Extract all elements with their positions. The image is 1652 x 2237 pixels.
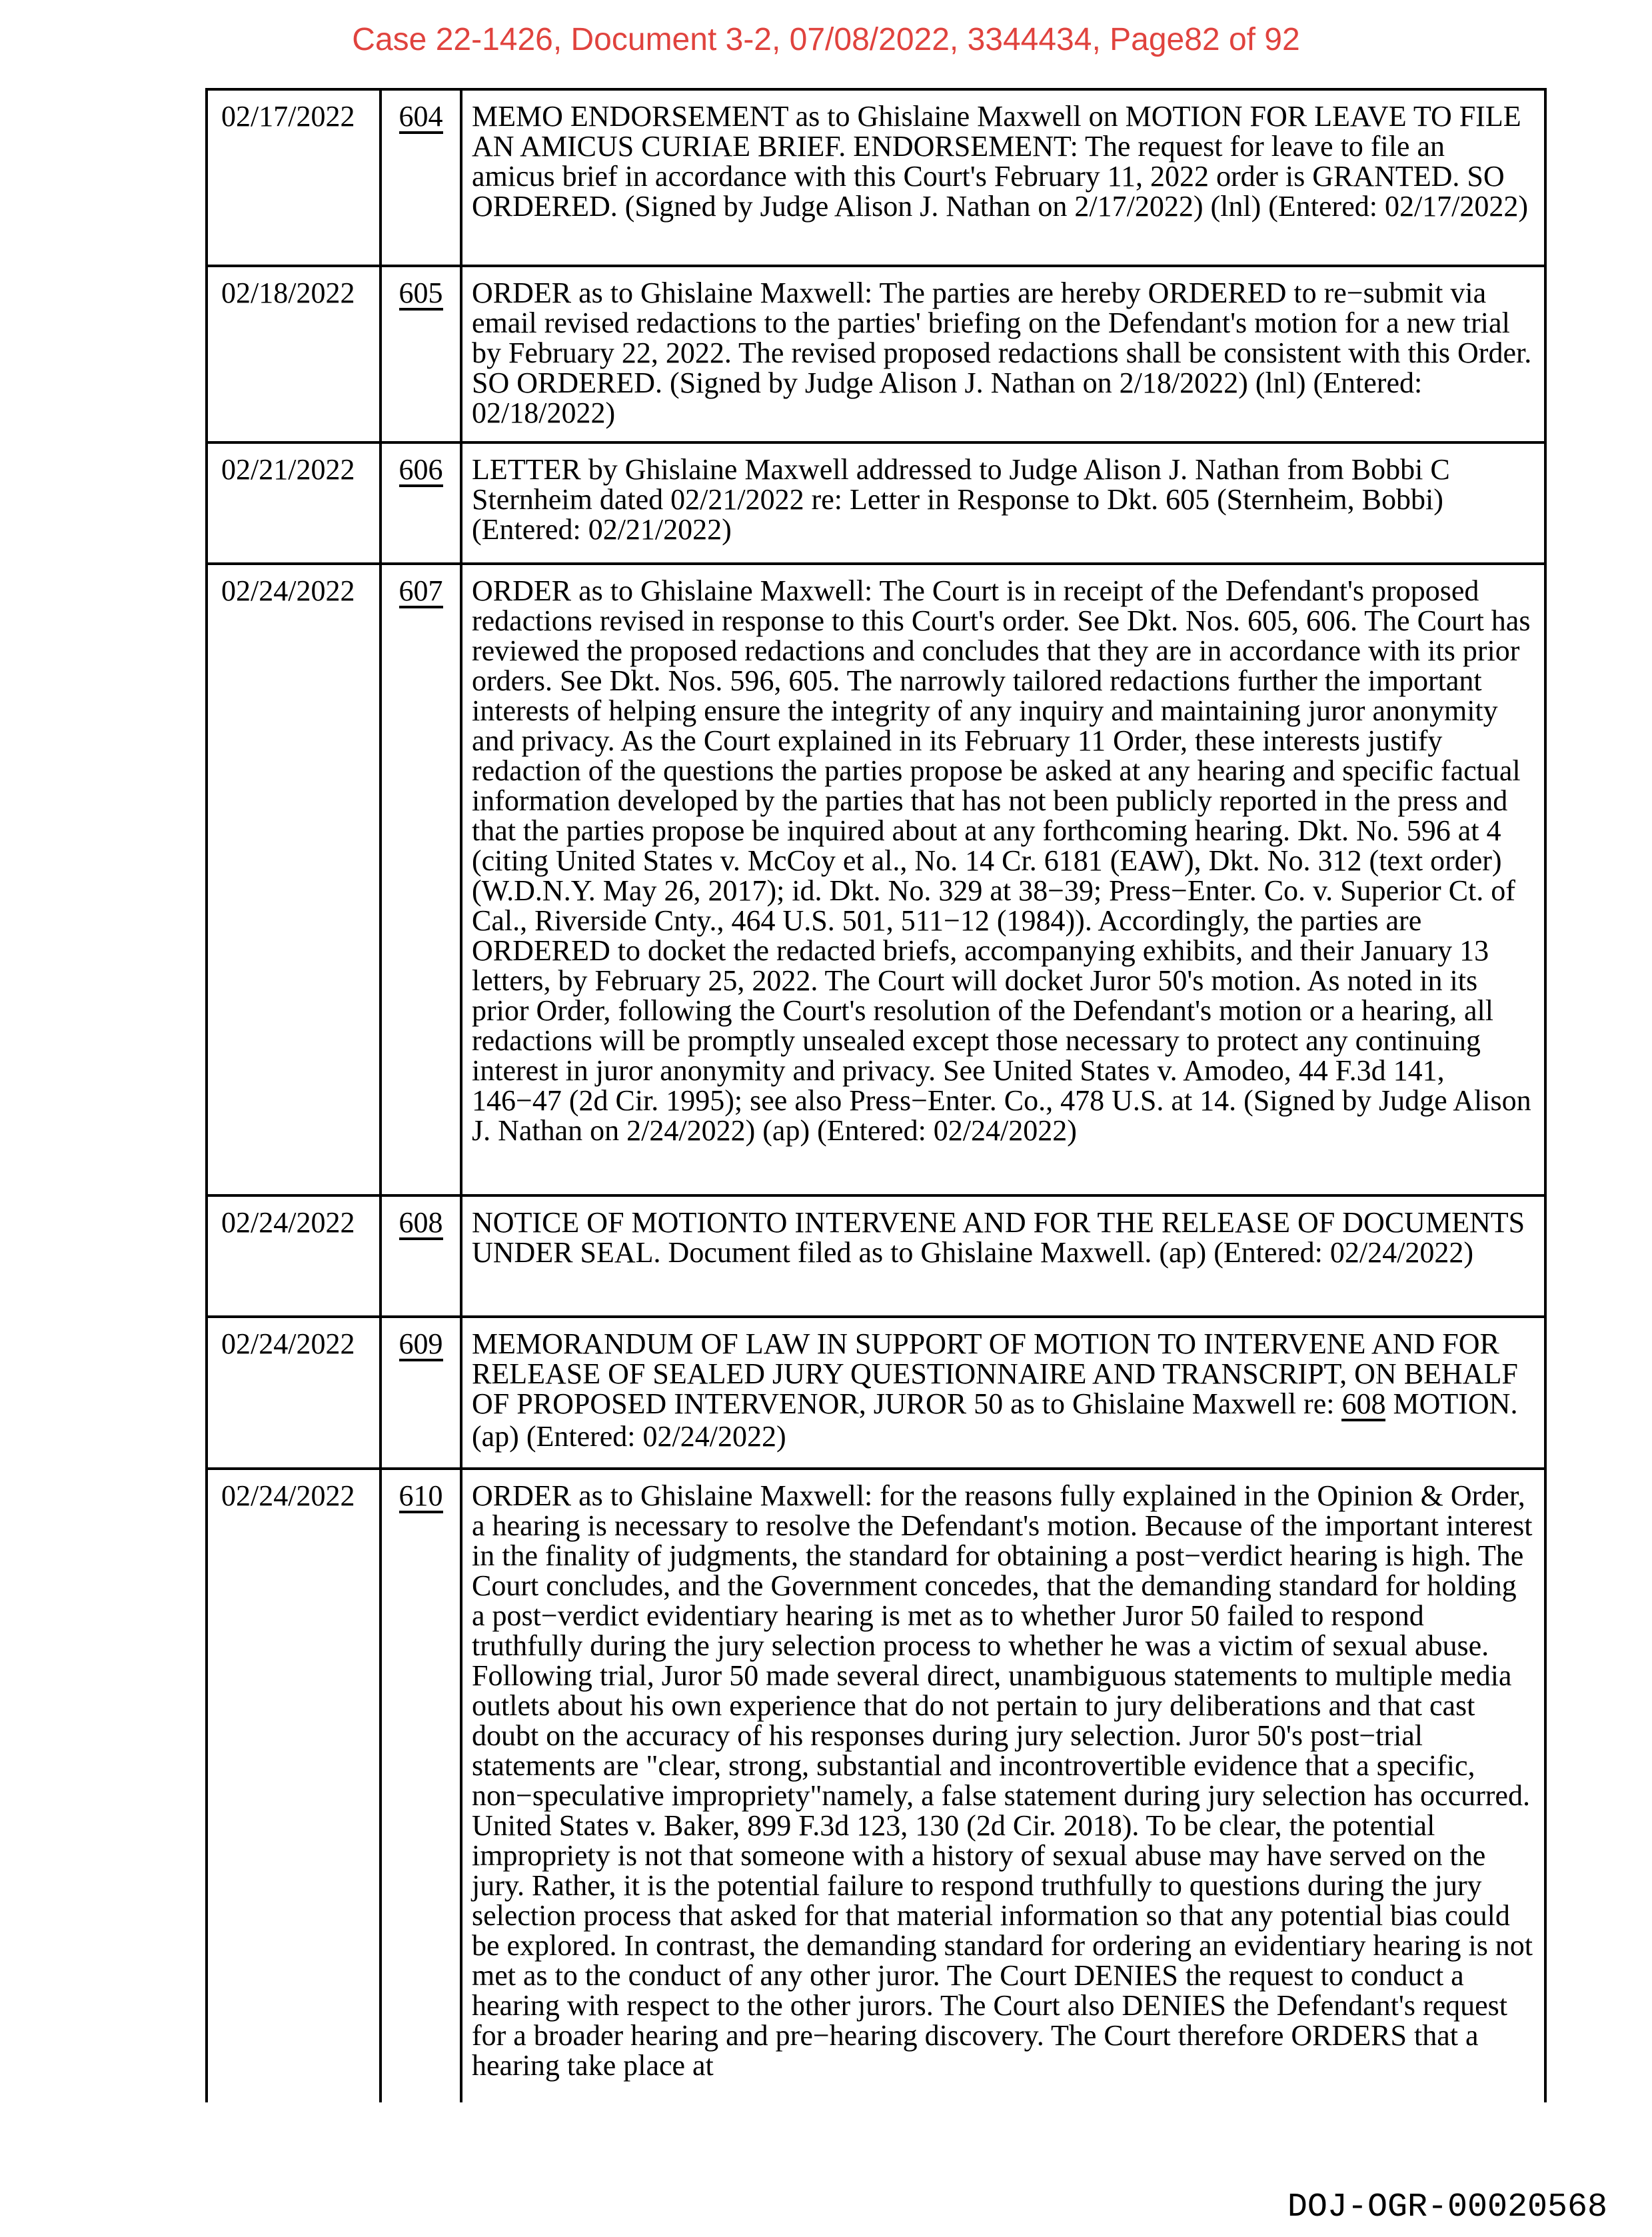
docket-entry-text	[460, 1470, 1544, 2102]
docket-text-run: MEMO ENDORSEMENT as to Ghislaine Maxwell on MOTION FOR LEAVE TO FILE AN AMICUS CURIAE BRIEF. ENDORSEMENT: The request for leave to file an amicus brief in accordance with this Court's February 11, 2022 order is GRANTED. SO ORDERED. (Signed by Judge Alison J. Nathan on 2/17/2022) (lnl) (Entered: 02/17/2022)	[472, 100, 1529, 223]
docket-row	[208, 1318, 1544, 1470]
docket-number-link[interactable]: 605	[399, 277, 443, 309]
docket-date: 02/24/2022	[221, 1206, 355, 1239]
docket-text-run: MEMORANDUM OF LAW IN SUPPORT OF MOTION TO INTERVENE AND FOR RELEASE OF SEALED JURY QUESTIONNAIRE AND TRANSCRIPT, ON BEHALF OF PROPOSED INTERVENOR, JUROR 50 as to Ghislaine Maxwell re:	[472, 1327, 1518, 1420]
docket-row	[208, 91, 1544, 267]
docket-number-cell	[379, 565, 460, 1194]
docket-number-cell	[379, 267, 460, 441]
docket-text-run: NOTICE OF MOTIONTO INTERVENE AND FOR THE RELEASE OF DOCUMENTS UNDER SEAL. Document filed as to Ghislaine Maxwell. (ap) (Entered: 02/24/2022)	[472, 1206, 1525, 1269]
docket-date: 02/17/2022	[221, 100, 355, 133]
docket-table	[205, 88, 1547, 2102]
docket-text-run: LETTER by Ghislaine Maxwell addressed to Judge Alison J. Nathan from Bobbi C Sternheim dated 02/21/2022 re: Letter in Response to Dkt. 605 (Sternheim, Bobbi) (Entered: 02/21/2022)	[472, 453, 1450, 546]
docket-number-link[interactable]: 604	[399, 100, 443, 133]
docket-entry-text	[460, 1318, 1544, 1467]
docket-date: 02/24/2022	[221, 1327, 355, 1360]
docket-number-link[interactable]: 609	[399, 1327, 443, 1360]
docket-entry-text	[460, 267, 1544, 441]
docket-row	[208, 1470, 1544, 2102]
docket-date: 02/21/2022	[221, 453, 355, 486]
docket-text-run: MOTION. (ap) (Entered: 02/24/2022)	[472, 1387, 1518, 1453]
docket-number-link[interactable]: 610	[399, 1479, 443, 1512]
docket-text-run: ORDER as to Ghislaine Maxwell: The parties are hereby ORDERED to re−submit via email revised redactions to the parties' briefing on the Defendant's motion for a new trial by February 22, 2022. The revised proposed redactions shall be consistent with this Order. SO ORDERED. (Signed by Judge Alison J. Nathan on 2/18/2022) (lnl) (Entered: 02/18/2022)	[472, 277, 1532, 429]
docket-entry-text	[460, 1197, 1544, 1315]
docket-number-cell	[379, 91, 460, 265]
docket-number-cell	[379, 1318, 460, 1467]
docket-number-link[interactable]: 607	[399, 574, 443, 607]
docket-number-cell	[379, 444, 460, 562]
docket-row	[208, 1197, 1544, 1318]
docket-row	[208, 267, 1544, 444]
docket-text-run: ORDER as to Ghislaine Maxwell: for the reasons fully explained in the Opinion & Order, a hearing is necessary to resolve the Defendant's motion. Because of the important interest in the finality of judgments, the standard for obtaining a post−verdict hearing is high. The Court concludes, and the Government concedes, that the demanding standard for holding a post−verdict evidentiary hearing is met as to whether Juror 50 failed to respond truthfully during the jury selection process to whether he was a victim of sexual abuse. Following trial, Juror 50 made several direct, unambiguous statements to multiple media outlets about his own experience that do not pertain to jury deliberations and that cast doubt on the accuracy of his responses during jury selection. Juror 50's post−trial statements are "clear, strong, substantial and incontrovertible evidence that a specific, non−speculative impropriety"namely, a false statement during jury selection has occurred. United States v. Baker, 899 F.3d 123, 130 (2d Cir. 2018). To be clear, the potential impropriety is not that someone with a history of sexual abuse may have served on the jury. Rather, it is the potential failure to respond truthfully to questions during the jury selection process that asked for that material information so that any potential bias could be explored. In contrast, the demanding standard for ordering an evidentiary hearing is not met as to the conduct of any other juror. The Court DENIES the request to conduct a hearing with respect to the other jurors. The Court also DENIES the Defendant's request for a broader hearing and pre−hearing discovery. The Court therefore ORDERS that a hearing take place at	[472, 1479, 1533, 2082]
case-stamp-header: Case 22-1426, Document 3-2, 07/08/2022, 3344434, Page82 of 92	[352, 22, 1300, 57]
docket-date: 02/24/2022	[221, 1479, 355, 1512]
docket-number-cell	[379, 1470, 460, 2102]
bates-number: DOJ-OGR-00020568	[1287, 2188, 1607, 2226]
docket-number-link[interactable]: 606	[399, 453, 443, 486]
docket-entry-text	[460, 444, 1544, 562]
docket-text-run: ORDER as to Ghislaine Maxwell: The Court is in receipt of the Defendant's proposed redactions revised in response to this Court's order. See Dkt. Nos. 605, 606. The Court has reviewed the proposed redactions and concludes that they are in accordance with its prior orders. See Dkt. Nos. 596, 605. The narrowly tailored redactions further the important interests of helping ensure the integrity of any inquiry and maintaining juror anonymity and privacy. As the Court explained in its February 11 Order, these interests justify redaction of the questions the parties propose be asked at any hearing and specific factual information developed by the parties that has not been publicly reported in the press and that the parties propose be inquired about at any forthcoming hearing. Dkt. No. 596 at 4 (citing United States v. McCoy et al., No. 14 Cr. 6181 (EAW), Dkt. No. 312 (text order) (W.D.N.Y. May 26, 2017); id. Dkt. No. 329 at 38−39; Press−Enter. Co. v. Superior Ct. of Cal., Riverside Cnty., 464 U.S. 501, 511−12 (1984)). Accordingly, the parties are ORDERED to docket the redacted briefs, accompanying exhibits, and their January 13 letters, by February 25, 2022. The Court will docket Juror 50's motion. As noted in its prior Order, following the Court's resolution of the Defendant's motion or a hearing, all redactions will be promptly unsealed except those necessary to protect any continuing interest in juror anonymity and privacy. See United States v. Amodeo, 44 F.3d 141, 146−47 (2d Cir. 1995); see also Press−Enter. Co., 478 U.S. at 14. (Signed by Judge Alison J. Nathan on 2/24/2022) (ap) (Entered: 02/24/2022)	[472, 574, 1531, 1147]
docket-row	[208, 565, 1544, 1197]
docket-entry-text	[460, 91, 1544, 265]
docket-date: 02/18/2022	[221, 277, 355, 309]
docket-row	[208, 444, 1544, 565]
docket-number-link[interactable]: 608	[399, 1206, 443, 1239]
docket-date: 02/24/2022	[221, 574, 355, 607]
docket-number-cell	[379, 1197, 460, 1315]
docket-entry-text	[460, 565, 1544, 1194]
docket-ref-link[interactable]: 608	[1341, 1387, 1386, 1420]
